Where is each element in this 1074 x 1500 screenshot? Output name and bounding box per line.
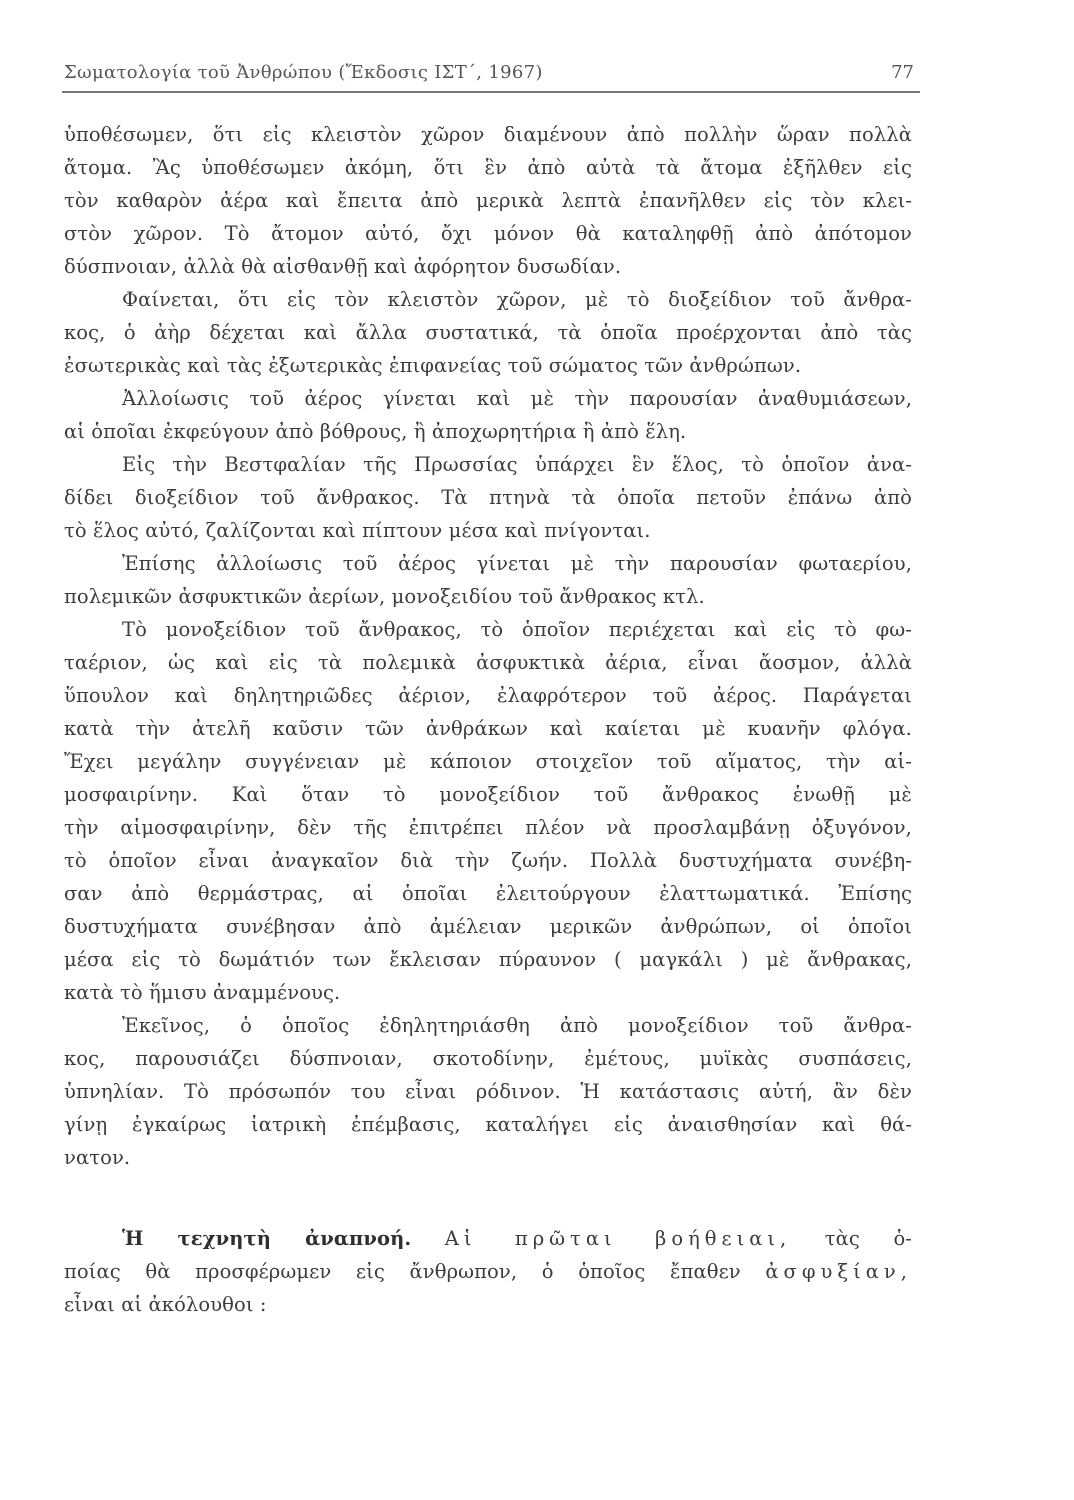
text-fragment: ποίας θὰ προσφέρωμεν εἰς ἄνθρωπον, ὁ ὁποῖος ἔπαθεν (64, 1260, 741, 1283)
text-line: αἱ ὁποῖαι ἐκφεύγουν ἀπὸ βόθρους, ἢ ἀποχωρητήρια ἢ ἀπὸ ἕλη. (64, 420, 687, 443)
running-header-title: Σωματολογία τοῦ Ἀνθρώπου (Ἔκδοσις ΙΣΤ΄, 1967) (64, 62, 543, 83)
spaced-phrase: Αἱ πρῶται βοήθειαι, (444, 1227, 792, 1250)
text-fragment: τὰς ὁ- (824, 1227, 912, 1250)
text-line: τὴν αἱμοσφαιρίνην, δὲν τῆς ἐπιτρέπει πλέον νὰ προσλαμβάνῃ ὀξυγόνον, (64, 816, 912, 839)
text-line: Τὸ μονοξείδιον τοῦ ἄνθρακος, τὸ ὁποῖον περιέχεται καὶ εἰς τὸ φω- (122, 618, 912, 641)
text-line: τὸ ἕλος αὐτό, ζαλίζονται καὶ πίπτουν μέσα καὶ πνίγονται. (64, 519, 651, 542)
text-line: ἐσωτερικὰς καὶ τὰς ἐξωτερικὰς ἐπιφανείας τοῦ σώματος τῶν ἀνθρώπων. (64, 354, 802, 377)
text-line: τὸ ὁποῖον εἶναι ἀναγκαῖον διὰ τὴν ζωήν. Πολλὰ δυστυχήματα συνέβη- (64, 849, 912, 872)
text-line: ὑπνηλίαν. Τὸ πρόσωπόν του εἶναι ρόδινον. Ἡ κατάστασις αὐτή, ἂν δὲν (64, 1080, 912, 1103)
text-line: κος, ὁ ἀὴρ δέχεται καὶ ἄλλα συστατικά, τὰ ὁποῖα προέρχονται ἀπὸ τὰς (64, 321, 912, 344)
text-line: σαν ἀπὸ θερμάστρας, αἱ ὁποῖαι ἐλειτούργουν ἐλαττωματικά. Ἐπίσης (64, 882, 912, 905)
text-line: Ἔχει μεγάλην συγγένειαν μὲ κάποιον στοιχεῖον τοῦ αἵματος, τὴν αἱ- (64, 750, 912, 773)
section-heading: Ἡ τεχνητὴ ἀναπνοή. (122, 1227, 412, 1250)
text-line: Φαίνεται, ὅτι εἰς τὸν κλειστὸν χῶρον, μὲ τὸ διοξείδιον τοῦ ἄνθρα- (122, 288, 912, 311)
body-text (64, 118, 912, 1321)
text-line: νατον. (64, 1146, 131, 1169)
spaced-phrase: ἀσφυξίαν, (765, 1260, 912, 1283)
text-line: πολεμικῶν ἀσφυκτικῶν ἀερίων, μονοξειδίου τοῦ ἄνθρακος κτλ. (64, 585, 705, 608)
text-line: κος, παρουσιάζει δύσπνοιαν, σκοτοδίνην, ἐμέτους, μυϊκὰς συσπάσεις, (64, 1047, 912, 1070)
text-line (64, 1255, 912, 1288)
text-line: ὑποθέσωμεν, ὅτι εἰς κλειστὸν χῶρον διαμένουν ἀπὸ πολλὴν ὥραν πολλὰ (64, 123, 912, 146)
paragraph-gap (64, 1174, 912, 1222)
text-line: στὸν χῶρον. Τὸ ἄτομον αὐτό, ὄχι μόνον θὰ καταληφθῇ ἀπὸ ἀπότομον (64, 222, 912, 245)
text-line: ταέριον, ὡς καὶ εἰς τὰ πολεμικὰ ἀσφυκτικὰ ἀέρια, εἶναι ἄοσμον, ἀλλὰ (64, 651, 912, 674)
text-line: ὕπουλον καὶ δηλητηριῶδες ἀέριον, ἐλαφρότερον τοῦ ἀέρος. Παράγεται (64, 684, 912, 707)
text-line: δυστυχήματα συνέβησαν ἀπὸ ἀμέλειαν μερικῶν ἀνθρώπων, οἱ ὁποῖοι (64, 915, 912, 938)
text-line: ἄτομα. Ἂς ὑποθέσωμεν ἀκόμη, ὅτι ἓν ἀπὸ αὐτὰ τὰ ἄτομα ἐξῆλθεν εἰς (64, 156, 912, 179)
section-lead-line (64, 1222, 912, 1255)
text-line: Εἰς τὴν Βεστφαλίαν τῆς Πρωσσίας ὑπάρχει ἓν ἕλος, τὸ ὁποῖον ἀνα- (122, 453, 912, 476)
text-line: γίνῃ ἐγκαίρως ἰατρικὴ ἐπέμβασις, καταλήγει εἰς ἀναισθησίαν καὶ θά- (64, 1113, 912, 1136)
page-number: 77 (891, 62, 914, 83)
text-line: μέσα εἰς τὸ δωμάτιόν των ἔκλεισαν πύραυνον ( μαγκάλι ) μὲ ἄνθρακας, (64, 948, 912, 971)
text-line: Ἐπίσης ἀλλοίωσις τοῦ ἀέρος γίνεται μὲ τὴν παρουσίαν φωταερίου, (122, 552, 912, 575)
header-rule (62, 91, 920, 93)
text-line: Ἀλλοίωσις τοῦ ἀέρος γίνεται καὶ μὲ τὴν παρουσίαν ἀναθυμιάσεων, (122, 387, 912, 410)
text-line: κατὰ τὴν ἀτελῆ καῦσιν τῶν ἀνθράκων καὶ καίεται μὲ κυανῆν φλόγα. (64, 717, 912, 740)
text-line: εἶναι αἱ ἀκόλουθοι : (64, 1293, 267, 1316)
text-line: Ἐκεῖνος, ὁ ὁποῖος ἐδηλητηριάσθη ἀπὸ μονοξείδιον τοῦ ἄνθρα- (122, 1014, 912, 1037)
text-line: δίδει διοξείδιον τοῦ ἄνθρακος. Τὰ πτηνὰ τὰ ὁποῖα πετοῦν ἐπάνω ἀπὸ (64, 486, 912, 509)
text-line: μοσφαιρίνην. Καὶ ὅταν τὸ μονοξείδιον τοῦ ἄνθρακος ἑνωθῇ μὲ (64, 783, 912, 806)
text-line: κατὰ τὸ ἥμισυ ἀναμμένους. (64, 981, 341, 1004)
text-line: τὸν καθαρὸν ἀέρα καὶ ἔπειτα ἀπὸ μερικὰ λεπτὰ ἐπανῆλθεν εἰς τὸν κλει- (64, 189, 912, 212)
text-line: δύσπνοιαν, ἀλλὰ θὰ αἰσθανθῇ καὶ ἀφόρητον δυσωδίαν. (64, 255, 622, 278)
running-header (64, 62, 914, 92)
